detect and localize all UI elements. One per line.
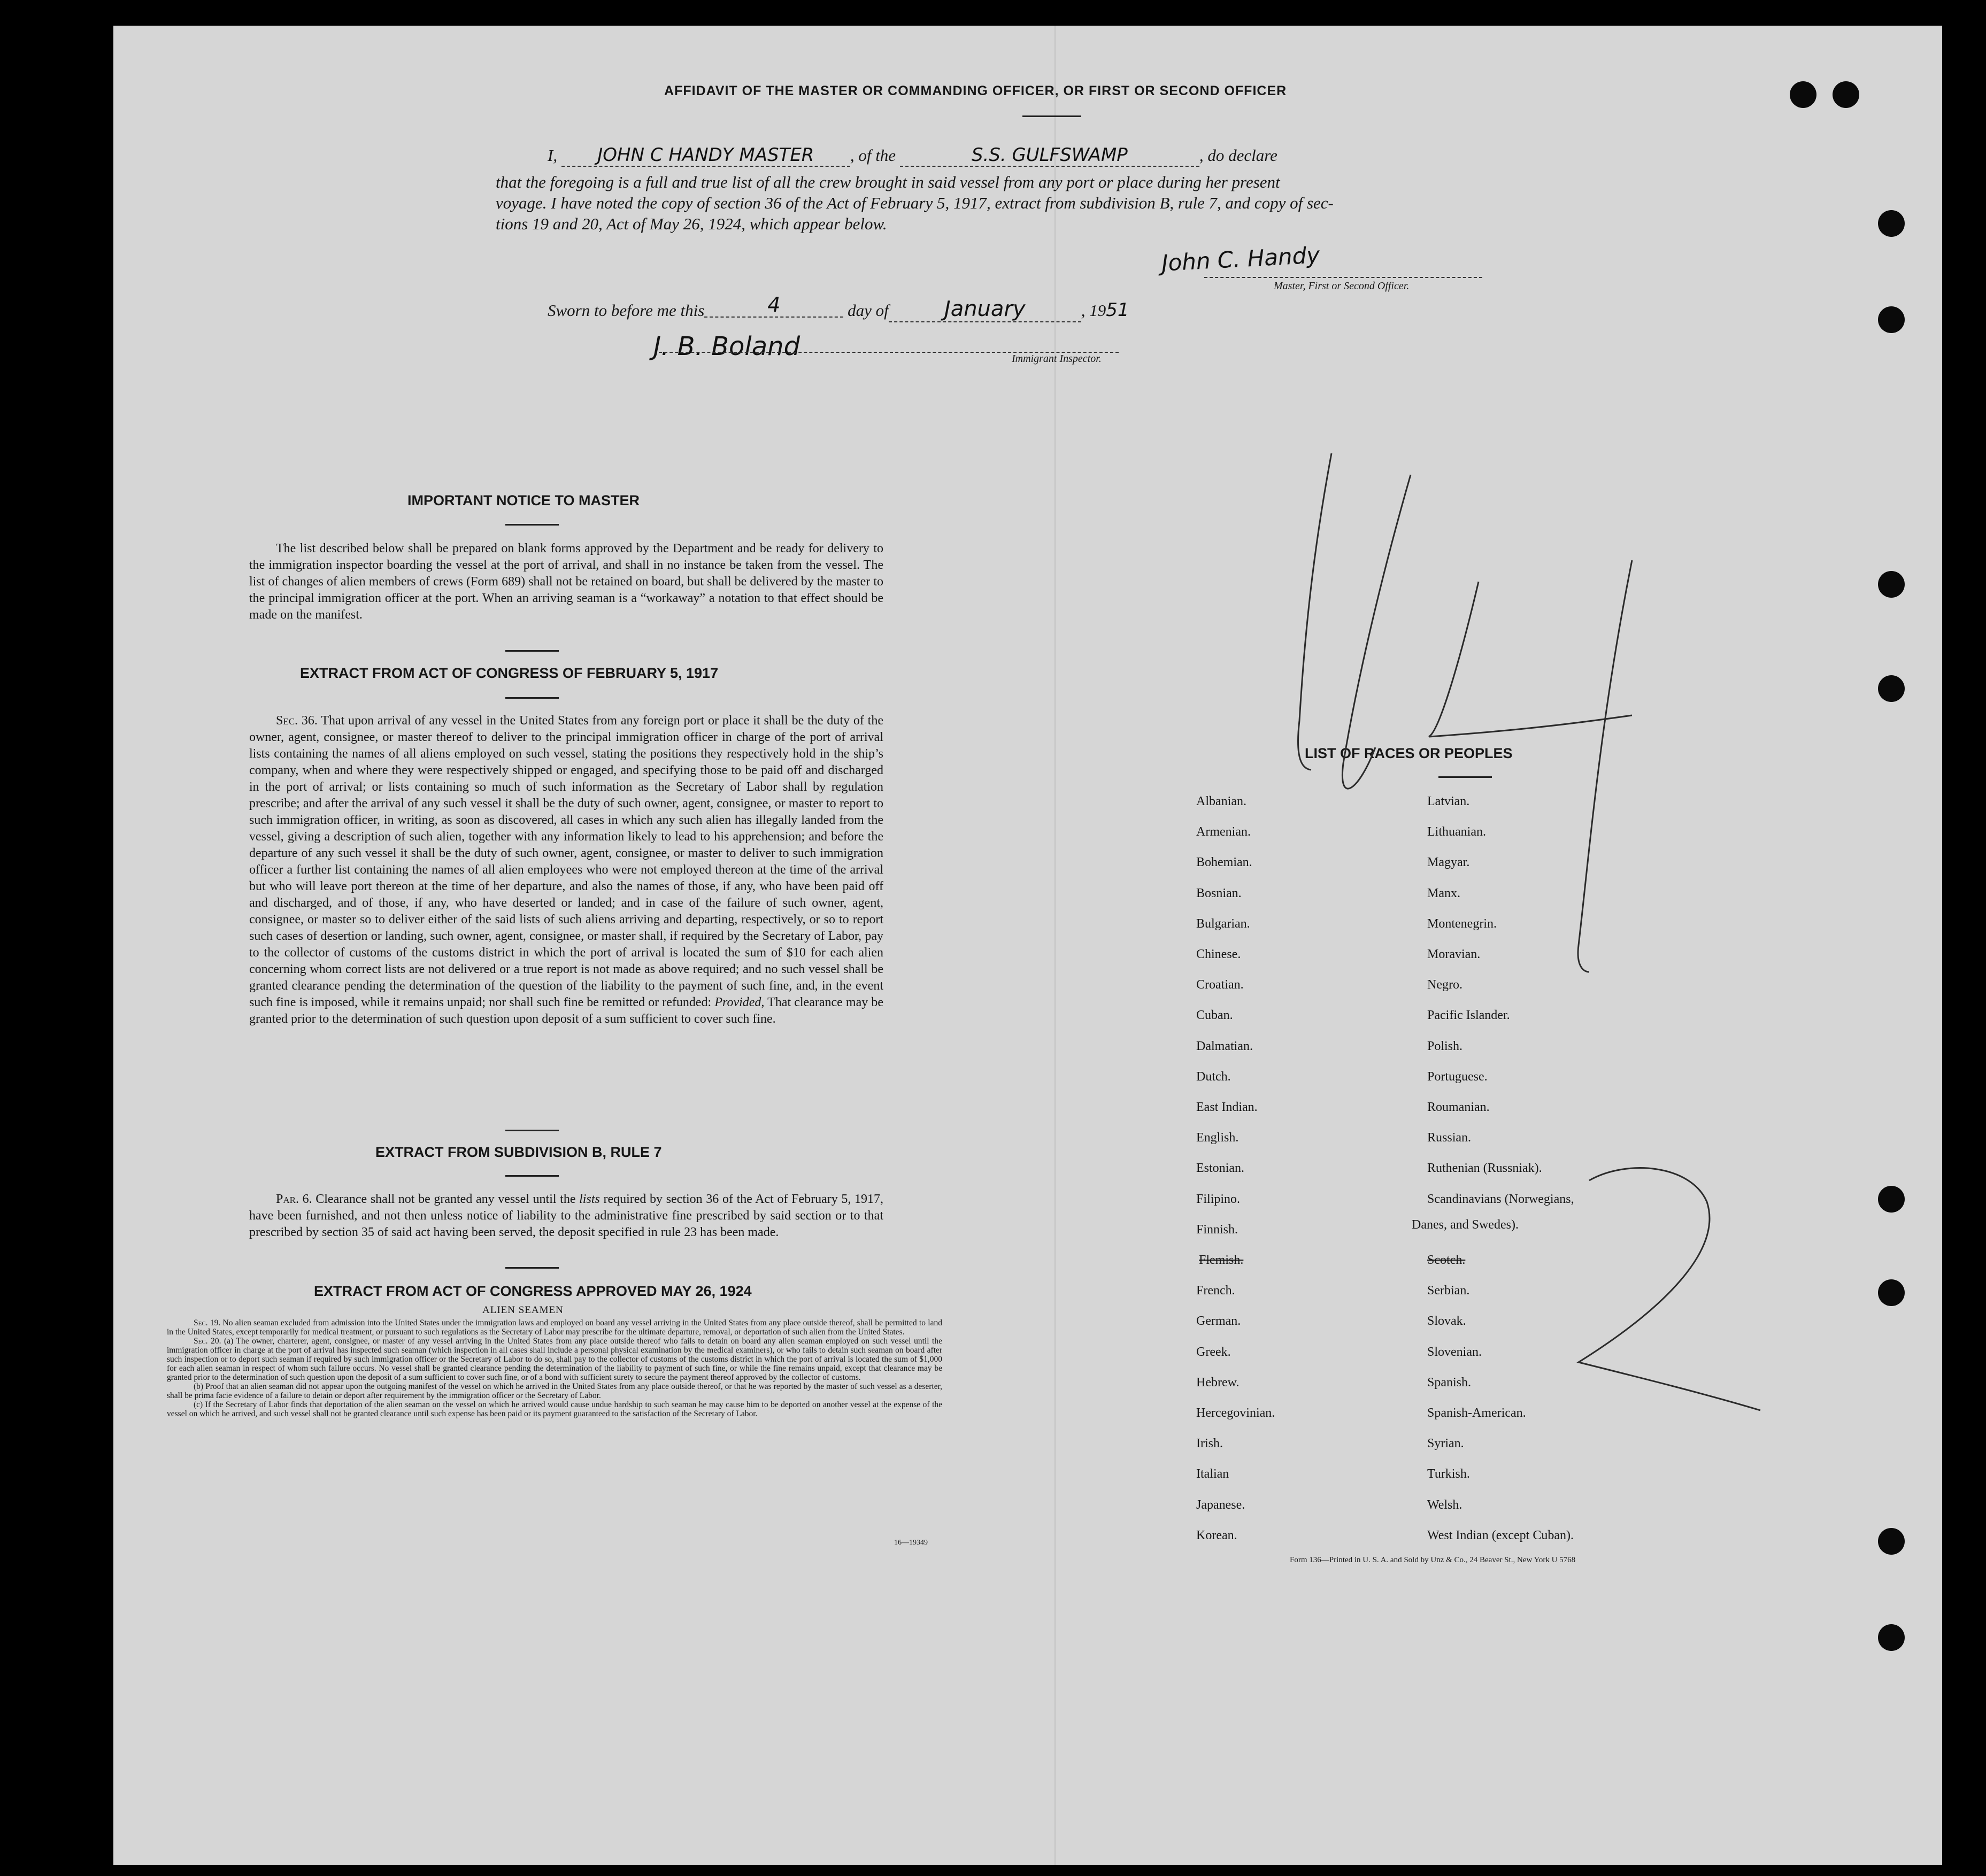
race-item: Cuban. xyxy=(1196,1008,1233,1023)
race-item: Armenian. xyxy=(1196,825,1251,839)
rule7-heading: EXTRACT FROM SUBDIVISION B, RULE 7 xyxy=(375,1144,662,1160)
of-the-text: , of the xyxy=(850,146,896,165)
race-item: West Indian (except Cuban). xyxy=(1427,1528,1574,1542)
alien-seamen-subheading: ALIEN SEAMEN xyxy=(482,1304,564,1316)
proviso-label: Provided, xyxy=(714,995,765,1009)
race-item: Flemish. xyxy=(1199,1253,1244,1267)
races-heading: LIST OF RACES OR PEOPLES xyxy=(1305,745,1513,761)
race-item: Turkish. xyxy=(1427,1467,1470,1481)
race-item: Portuguese. xyxy=(1427,1069,1488,1084)
master-caption: Master, First or Second Officer. xyxy=(1274,280,1410,292)
handwritten-stroke xyxy=(1579,1168,1760,1410)
inspector-signature: J. B. Boland xyxy=(653,331,800,361)
handwritten-stroke xyxy=(1298,453,1331,770)
race-item: Irish. xyxy=(1196,1437,1223,1451)
sworn-day: 4 xyxy=(704,293,843,318)
extract-1917-heading: EXTRACT FROM ACT OF CONGRESS OF FEBRUARY 5, 1917 xyxy=(300,665,719,681)
race-item: Latvian. xyxy=(1427,794,1470,808)
form-footer: Form 136—Printed in U. S. A. and Sold by Unz & Co., 24 Beaver St., New York U 5768 xyxy=(1290,1556,1576,1564)
do-declare-text: , do declare xyxy=(1199,146,1277,165)
race-item: Bulgarian. xyxy=(1196,916,1250,931)
section-text: (a) The owner, charterer, agent, consignee, or master of any vessel arriving in the United States from any place outside thereof who fails to detain on board any alien seaman employed on such vessel until the immigration officer in charge at the port of arrival has inspected such seaman (which inspection in all cases shall include a personal physical examination by the medical examiners), or who fails to detain such seaman on board after such inspection or to deport such seaman if required by such immigration officer or the Secretary of Labor to do so, shall pay to the collector of customs of the customs district in which the port of arrival is located the sum of $1,000 for each alien seaman in respect of whom such failure occurs. No vessel shall be granted clearance pending the determination of the liability to payment of such fine, or while the fine remains unpaid, except that clearance may be granted prior to the determination of such question upon the deposit of a sum sufficient to cover such fine, or of a bond with sufficient surety to secure the payment thereof approved by the collector of customs. xyxy=(167,1337,942,1382)
proviso-text: That clearance may be granted prior to the determination of such question upon deposit of a sum sufficient to cover such fine. xyxy=(249,995,884,1026)
race-item: Russian. xyxy=(1427,1131,1472,1145)
notice-heading: IMPORTANT NOTICE TO MASTER xyxy=(407,492,640,508)
race-item: Korean. xyxy=(1196,1528,1237,1542)
race-item: Slovenian. xyxy=(1427,1345,1482,1359)
race-item: Chinese. xyxy=(1196,947,1241,961)
affidavit-line-2: that the foregoing is a full and true list of all the crew brought in said vessel from any port or place during her present xyxy=(496,173,1280,191)
inspector-caption: Immigrant Inspector. xyxy=(1012,353,1102,365)
day-of-text: day of xyxy=(848,301,889,320)
race-item: Albanian. xyxy=(1196,794,1246,808)
race-item: Croatian. xyxy=(1196,978,1244,992)
handwritten-marks xyxy=(113,26,1942,1865)
section-20c: (c) If the Secretary of Labor finds that deportation of the alien seaman on the vessel on which he arrived would cause undue hardship to such seaman he may cause him to be deported on another vessel at the expense of the vessel on which he arrived, and such vessel shall not be granted clearance until such expense has been paid or its payment guaranteed to the satisfaction of the Secretary of Labor. xyxy=(167,1400,942,1418)
race-item: Hebrew. xyxy=(1196,1375,1240,1389)
race-item: Filipino. xyxy=(1196,1192,1241,1206)
master-signature: John C. Handy xyxy=(1160,242,1321,276)
section-label: Sec. 36. xyxy=(276,714,318,728)
race-item: Estonian. xyxy=(1196,1161,1244,1176)
affidavit-line-4: tions 19 and 20, Act of May 26, 1924, which appear below. xyxy=(496,214,887,233)
race-item: Welsh. xyxy=(1427,1497,1462,1512)
handwritten-stroke xyxy=(1578,560,1632,972)
race-item: Slovak. xyxy=(1427,1314,1466,1329)
affidavit-line-3: voyage. I have noted the copy of section 36 of the Act of February 5, 1917, extract from subdivision B, rule 7, and copy of sec- xyxy=(496,194,1334,212)
race-item: English. xyxy=(1196,1131,1239,1145)
extract-1924-heading: EXTRACT FROM ACT OF CONGRESS APPROVED MAY 26, 1924 xyxy=(314,1283,752,1299)
sworn-month: January xyxy=(889,297,1081,322)
race-item: Manx. xyxy=(1427,886,1460,900)
race-item: Hercegovinian. xyxy=(1196,1406,1275,1420)
sworn-year-suffix: 51 xyxy=(1106,299,1129,321)
document-page xyxy=(113,26,1942,1865)
race-item: Dalmatian. xyxy=(1196,1039,1253,1053)
year-prefix: , 19 xyxy=(1081,301,1106,320)
print-code: 16—19349 xyxy=(894,1539,928,1547)
race-item: Moravian. xyxy=(1427,947,1481,961)
handwritten-stroke xyxy=(1342,475,1411,789)
race-item: Montenegrin. xyxy=(1427,916,1497,931)
section-text: No alien seaman excluded from admission into the United States under the immigration laws and employed on board any vessel arriving in the United States from any place outside thereof, shall be permitted to land in the United States, except temporarily for medical treatment, or pursuant to such regulations as the Secretary of Labor may prescribe for the ultimate departure, removal, or deportation of such alien from the United States. xyxy=(167,1318,942,1337)
race-item: Scotch. xyxy=(1427,1253,1466,1267)
section-20b: (b) Proof that an alien seaman did not appear upon the outgoing manifest of the vessel on which he arrived in the United States from any place outside thereof, or that he was reported by the master of such vessel as a deserter, shall be prima facie evidence of a failure to detain or deport after requirement by the immigration officer or the Secretary of Labor. xyxy=(167,1382,942,1400)
sworn-prefix: Sworn to before me this xyxy=(548,301,705,320)
race-item: Dutch. xyxy=(1196,1069,1231,1084)
par-text-b: required by section 36 of the Act of February 5, 1917, have been furnished, and not then unless notice of liability to the administrative fine prescribed by said section or to that prescribed by section 35 of said act having been served, the deposit specified in rule 23 has been made. xyxy=(249,1192,884,1239)
handwritten-stroke xyxy=(1429,582,1632,737)
race-item: French. xyxy=(1196,1284,1235,1298)
scandinavians-continuation: Danes, and Swedes). xyxy=(1412,1218,1519,1232)
race-item: Pacific Islander. xyxy=(1427,1008,1510,1023)
section-label: Sec. 19. xyxy=(194,1318,221,1327)
affidavit-i: I, xyxy=(548,146,558,165)
race-item: Roumanian. xyxy=(1427,1100,1490,1114)
race-item: Scandinavians (Norwegians, xyxy=(1427,1192,1574,1206)
race-item: Magyar. xyxy=(1427,855,1470,870)
race-item: Japanese. xyxy=(1196,1497,1245,1512)
section-label: Sec. 20. xyxy=(194,1337,221,1346)
race-item: Bosnian. xyxy=(1196,886,1242,900)
race-item: Bohemian. xyxy=(1196,855,1252,870)
race-item: Spanish. xyxy=(1427,1375,1472,1389)
par-label: Par. 6. xyxy=(276,1192,312,1206)
lists-word: lists xyxy=(579,1192,600,1206)
race-item: German. xyxy=(1196,1314,1241,1329)
race-item: Finnish. xyxy=(1196,1222,1238,1237)
race-item: Spanish-American. xyxy=(1427,1406,1526,1420)
race-item: Negro. xyxy=(1427,978,1462,992)
race-item: Italian xyxy=(1196,1467,1229,1481)
master-name: JOHN C HANDY MASTER xyxy=(561,144,850,167)
section-text: That upon arrival of any vessel in the United States from any foreign port or place it shall be the duty of the owner, agent, consignee, or master thereof to deliver to the principal immigration officer in charge of the port of arrival lists containing the names of all aliens employed on such vessel, stating the positions they respectively hold in the ship’s company, when and where they were respectively shipped or engaged, and specifying those to be paid off and discharged in the port of arrival; or lists containing so much of such information as the Secretary of Labor shall by regulation prescribe; and after the arrival of any such vessel it shall be the duty of such owner, agent, consignee, or master to report to such immigration officer, in writing, as soon as discovered, all cases in which any such alien has illegally landed from the vessel, giving a description of such alien, together with any information likely to lead to his apprehension; and before the departure of any such vessel it shall be the duty of such owner, agent, consignee, or master to deliver to such immigration officer a further list containing the names of all alien employees who were not employed thereon at the time of the arrival but who will leave port thereon at the time of her departure, and also the names of those, if any, who have been paid off and discharged, and of those, if any, who have deserted or landed; and in case of the failure of such owner, agent, consignee, or master so to deliver either of the said lists of such aliens arriving and departing, respectively, or so to report such cases of desertion or landing, such owner, agent, consignee, or master shall, if required by the Secretary of Labor, pay to the collector of customs of the customs district in which the port of arrival is located the sum of $10 for each alien concerning whom correct lists are not delivered or a true report is not made as above required; and no such vessel shall be granted clearance pending the determination of the question of the liability to the payment of such fine, and, in the event such fine is imposed, while it remains unpaid; nor shall such fine be remitted or refunded: xyxy=(249,714,883,1009)
race-item: Greek. xyxy=(1196,1345,1231,1359)
par-text-a: Clearance shall not be granted any vessel until the xyxy=(315,1192,576,1206)
vessel-name: S.S. GULFSWAMP xyxy=(900,144,1199,167)
race-item: Lithuanian. xyxy=(1427,825,1486,839)
race-item: Serbian. xyxy=(1427,1284,1470,1298)
race-item: Ruthenian (Russniak). xyxy=(1427,1161,1542,1176)
race-item: East Indian. xyxy=(1196,1100,1258,1114)
affidavit-title: AFFIDAVIT OF THE MASTER OR COMMANDING OFFICER, OR FIRST OR SECOND OFFICER xyxy=(664,83,1287,98)
race-item: Syrian. xyxy=(1427,1437,1464,1451)
notice-body: The list described below shall be prepared on blank forms approved by the Department and be ready for delivery to the immigration inspector boarding the vessel at the port of arrival, and shall in no instance be taken from the vessel. The list of changes of alien members of crews (Form 689) shall not be retained on board, but shall be delivered by the master to the principal immigration officer at the port. When an arriving seaman is a “workaway” a notation to that effect should be made on the manifest. xyxy=(249,542,883,622)
race-item: Polish. xyxy=(1427,1039,1463,1053)
